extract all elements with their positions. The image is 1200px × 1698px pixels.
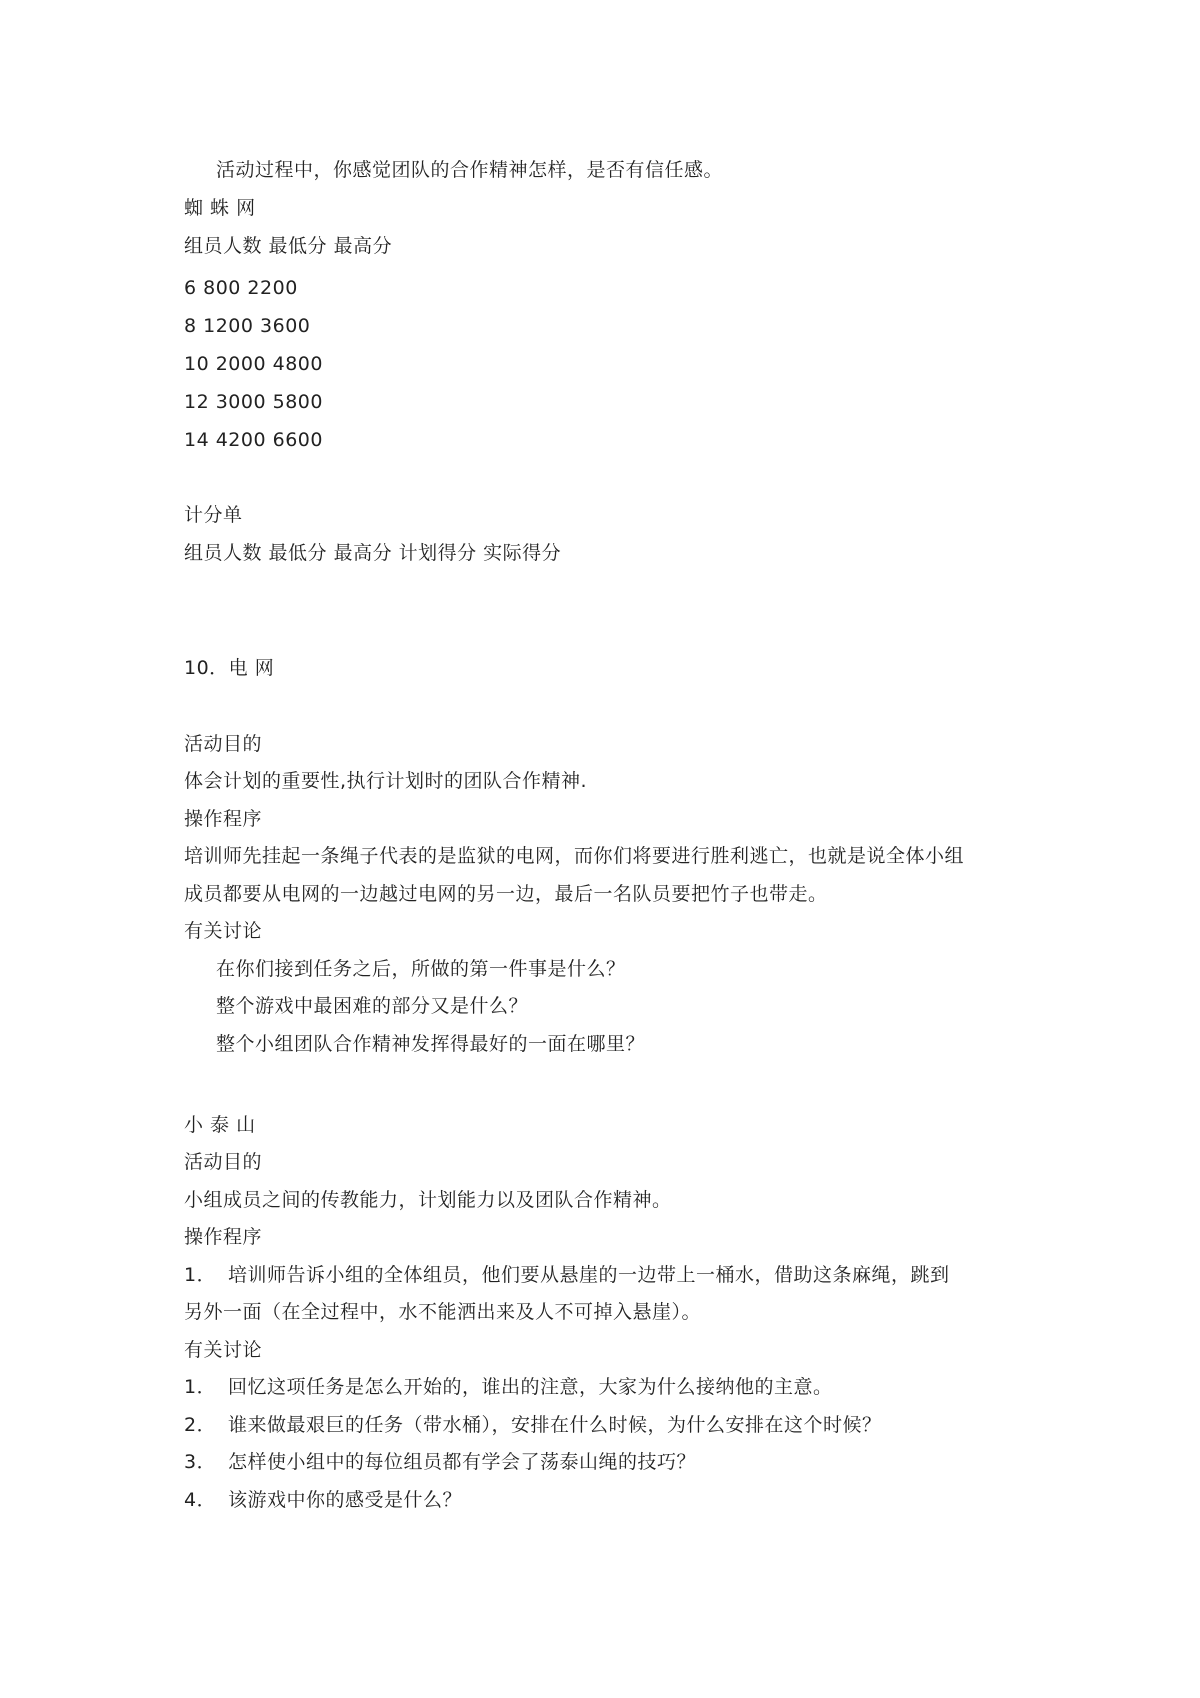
purpose-text: 体会计划的重要性,执行计划时的团队合作精神. — [184, 770, 588, 792]
item-text: 谁来做最艰巨的任务（带水桶），安排在什么时候，为什么安排在这个时候？ — [228, 1414, 882, 1436]
discussion-heading: 有关讨论 — [184, 1339, 263, 1361]
scorecard-header: 组员人数 最低分 最高分 计划得分 实际得分 — [184, 542, 562, 564]
item-number: 1． — [184, 1376, 217, 1398]
score-table-row: 10 2000 4800 — [184, 353, 323, 375]
item-text: 培训师告诉小组的全体组员，他们要从悬崖的一边带上一桶水，借助这条麻绳，跳到 — [228, 1264, 950, 1286]
procedure-text: 另外一面（在全过程中，水不能洒出来及人不可掉入悬崖）。 — [184, 1301, 702, 1323]
score-table-row: 14 4200 6600 — [184, 429, 323, 451]
discussion-item — [184, 1487, 462, 1513]
item-text: 怎样使小组中的每位组员都有学会了荡泰山绳的技巧？ — [228, 1451, 697, 1473]
item-number: 4． — [184, 1489, 217, 1511]
intro-question: 活动过程中，你感觉团队的合作精神怎样，是否有信任感。 — [216, 159, 724, 181]
purpose-heading: 活动目的 — [184, 1151, 263, 1173]
item-text: 该游戏中你的感受是什么？ — [228, 1489, 463, 1511]
item-number: 3． — [184, 1451, 217, 1473]
discussion-item — [184, 1374, 833, 1400]
score-table-row: 8 1200 3600 — [184, 315, 311, 337]
discussion-item: 整个游戏中最困难的部分又是什么？ — [216, 995, 529, 1017]
section-title-taishan: 小 泰 山 — [184, 1114, 256, 1136]
scorecard-title: 计分单 — [184, 504, 243, 526]
section-title-grid: 10．电 网 — [184, 657, 275, 679]
score-table-row: 12 3000 5800 — [184, 391, 323, 413]
score-table-header: 组员人数 最低分 最高分 — [184, 235, 393, 257]
procedure-item — [184, 1262, 950, 1288]
procedure-text: 培训师先挂起一条绳子代表的是监狱的电网，而你们将要进行胜利逃亡，也就是说全体小组 — [184, 845, 965, 867]
score-table-row: 6 800 2200 — [184, 277, 298, 299]
procedure-heading: 操作程序 — [184, 808, 263, 830]
discussion-item — [184, 1412, 882, 1438]
procedure-heading: 操作程序 — [184, 1226, 263, 1248]
discussion-item: 在你们接到任务之后，所做的第一件事是什么？ — [216, 958, 626, 980]
item-number: 1． — [184, 1264, 217, 1286]
purpose-text: 小组成员之间的传教能力，计划能力以及团队合作精神。 — [184, 1189, 672, 1211]
item-text: 回忆这项任务是怎么开始的，谁出的注意，大家为什么接纳他的主意。 — [228, 1376, 833, 1398]
procedure-text: 成员都要从电网的一边越过电网的另一边，最后一名队员要把竹子也带走。 — [184, 883, 828, 905]
spider-web-title: 蜘 蛛 网 — [184, 197, 256, 219]
discussion-item — [184, 1449, 696, 1475]
item-number: 2． — [184, 1414, 217, 1436]
discussion-item: 整个小组团队合作精神发挥得最好的一面在哪里？ — [216, 1033, 646, 1055]
purpose-heading: 活动目的 — [184, 733, 263, 755]
discussion-heading: 有关讨论 — [184, 920, 263, 942]
